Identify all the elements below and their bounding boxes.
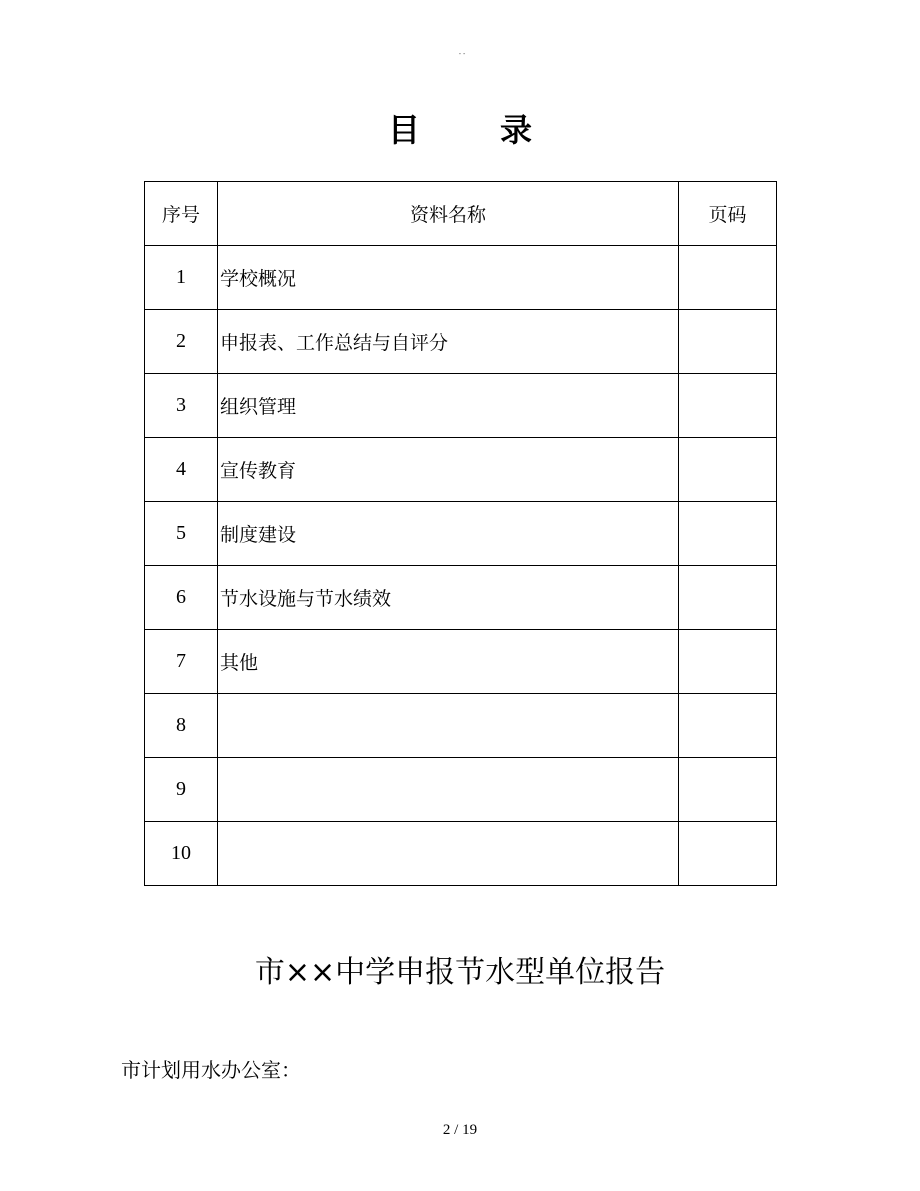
row-number: 6 — [145, 566, 218, 630]
row-name: 申报表、工作总结与自评分 — [218, 310, 679, 374]
table-row — [145, 246, 777, 310]
row-name — [218, 758, 679, 822]
table-row — [145, 502, 777, 566]
row-page — [679, 758, 777, 822]
row-number: 5 — [145, 502, 218, 566]
row-page — [679, 630, 777, 694]
addressee-line: 市计划用水办公室： — [121, 1058, 301, 1082]
table-row — [145, 438, 777, 502]
toc-table — [144, 181, 777, 886]
toc-title-left: 目 — [387, 111, 420, 149]
row-name — [218, 822, 679, 886]
row-name: 其他 — [218, 630, 679, 694]
row-number: 2 — [145, 310, 218, 374]
table-row — [145, 374, 777, 438]
row-name: 节水设施与节水绩效 — [218, 566, 679, 630]
row-number: 4 — [145, 438, 218, 502]
toc-title — [0, 108, 920, 152]
row-number: 10 — [145, 822, 218, 886]
row-name: 组织管理 — [218, 374, 679, 438]
row-page — [679, 246, 777, 310]
row-name — [218, 694, 679, 758]
row-page — [679, 822, 777, 886]
row-number: 7 — [145, 630, 218, 694]
toc-title-right: 录 — [500, 111, 533, 149]
table-row — [145, 822, 777, 886]
row-number: 1 — [145, 246, 218, 310]
table-row — [145, 694, 777, 758]
toc-header-name: 资料名称 — [218, 182, 679, 246]
page-header-mark: - - — [458, 51, 466, 58]
row-page — [679, 374, 777, 438]
page-number: 2 / 19 — [442, 1122, 478, 1138]
table-row — [145, 310, 777, 374]
row-page — [679, 566, 777, 630]
row-page — [679, 438, 777, 502]
toc-header-row — [145, 182, 777, 246]
table-row — [145, 630, 777, 694]
row-name: 制度建设 — [218, 502, 679, 566]
row-number: 3 — [145, 374, 218, 438]
row-page — [679, 502, 777, 566]
table-row — [145, 566, 777, 630]
row-page — [679, 694, 777, 758]
toc-header-page: 页码 — [679, 182, 777, 246]
table-row — [145, 758, 777, 822]
toc-header-number: 序号 — [145, 182, 218, 246]
row-name: 学校概况 — [218, 246, 679, 310]
row-number: 8 — [145, 694, 218, 758]
row-page — [679, 310, 777, 374]
report-title: 市××中学申报节水型单位报告 — [254, 955, 666, 990]
row-number: 9 — [145, 758, 218, 822]
row-name: 宣传教育 — [218, 438, 679, 502]
